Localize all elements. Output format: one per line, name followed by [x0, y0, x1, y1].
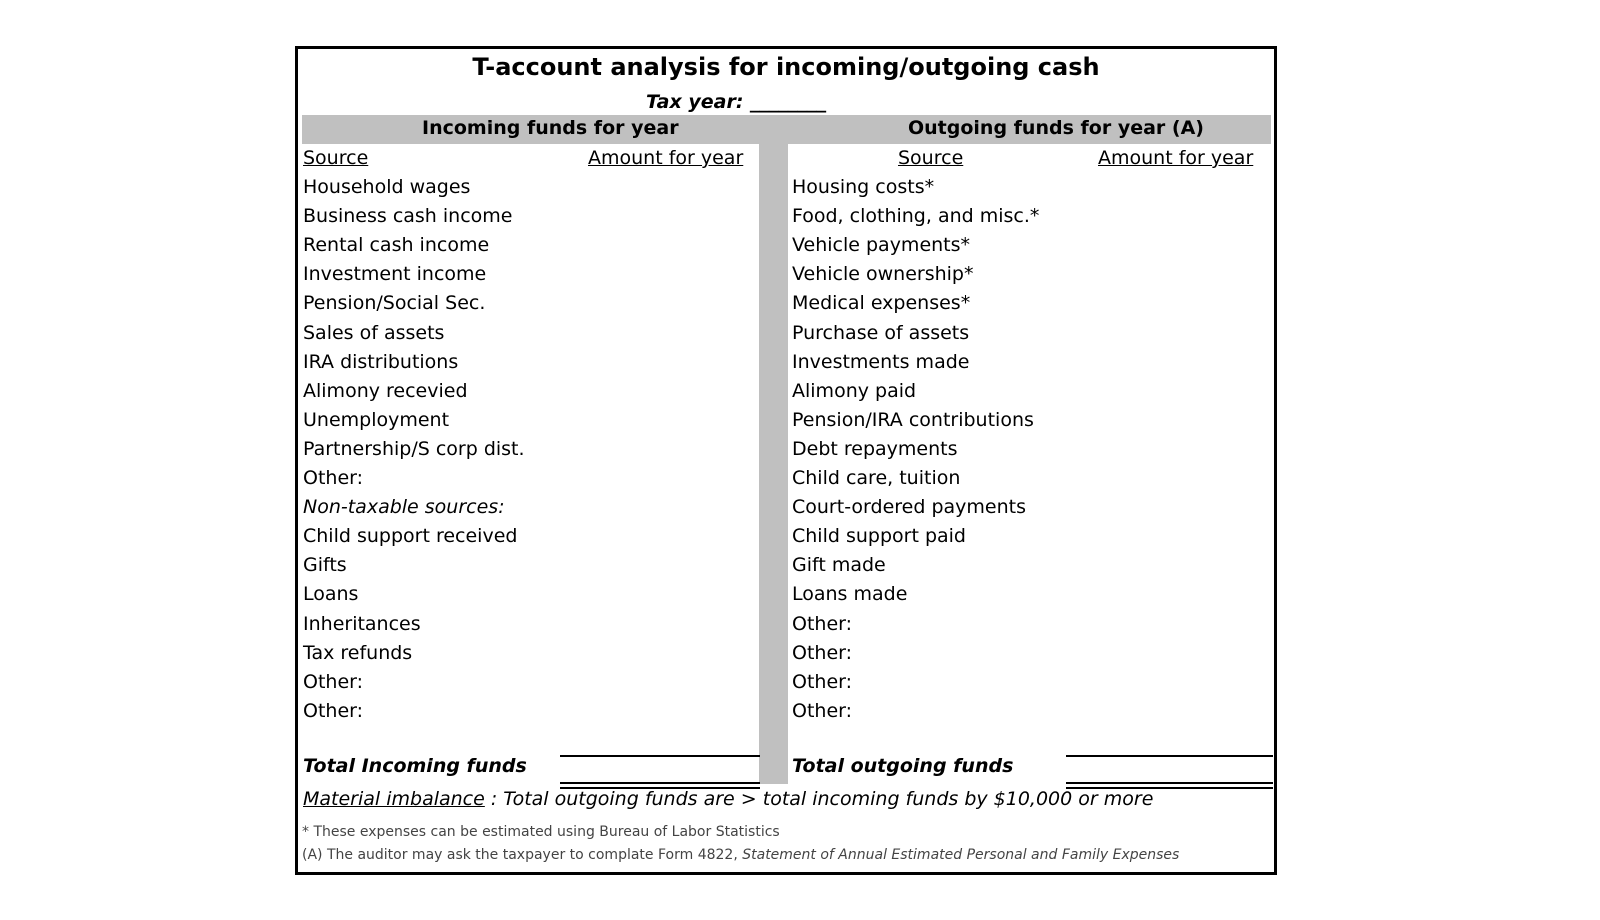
footnote-star: * These expenses can be estimated using Bureau of Labor Statistics: [302, 824, 780, 840]
outgoing-source-row: Other:: [792, 670, 853, 693]
outgoing-total-rule: [1066, 755, 1273, 757]
incoming-source-heading: Source: [303, 147, 369, 169]
imbalance-text: : Total outgoing funds are > total incoming funds by $10,000 or more: [484, 788, 1154, 810]
incoming-source-row: Sales of assets: [303, 321, 445, 344]
outgoing-header: Outgoing funds for year (A): [908, 117, 1204, 139]
t-account-form: [295, 46, 1277, 875]
outgoing-source-row: Vehicle ownership*: [792, 263, 974, 286]
incoming-source-row: Other:: [303, 467, 364, 489]
outgoing-source-row: Other:: [792, 641, 853, 664]
incoming-source-row: Tax refunds: [303, 641, 413, 664]
outgoing-source-heading: Source: [898, 147, 964, 169]
outgoing-source-row: Gift made: [792, 554, 886, 577]
footnote-a-text: (A) The auditor may ask the taxpayer to complate Form 4822,: [302, 847, 743, 863]
footnote-a-form-title: Statement of Annual Estimated Personal and Family Expenses: [742, 847, 1180, 863]
incoming-source-row: Investment income: [303, 263, 487, 286]
outgoing-source-row: Debt repayments: [792, 437, 958, 460]
incoming-source-row: Rental cash income: [303, 234, 490, 257]
incoming-source-row: Unemployment: [303, 408, 450, 431]
t-account-divider: [759, 144, 788, 784]
imbalance-term: Material imbalance: [303, 788, 485, 810]
incoming-source-row: Alimony recevied: [303, 379, 468, 402]
outgoing-source-row: Investments made: [792, 350, 970, 373]
tax-year-field: Tax year: ________: [645, 91, 827, 113]
outgoing-amount-heading: Amount for year: [1098, 147, 1254, 169]
outgoing-source-row: Food, clothing, and misc.*: [792, 205, 1040, 228]
outgoing-source-row: Pension/IRA contributions: [792, 408, 1034, 431]
incoming-source-row: Inheritances: [303, 612, 421, 635]
incoming-source-row: Loans: [303, 583, 359, 606]
outgoing-source-row: Loans made: [792, 583, 908, 606]
incoming-total-label: Total Incoming funds: [303, 755, 527, 777]
outgoing-source-row: Medical expenses*: [792, 292, 971, 315]
incoming-source-row: Partnership/S corp dist.: [303, 437, 525, 460]
header-band: [302, 115, 1271, 144]
outgoing-source-row: Child support paid: [792, 525, 966, 548]
incoming-source-row: Business cash income: [303, 205, 513, 228]
outgoing-source-row: Purchase of assets: [792, 321, 970, 344]
outgoing-source-row: Other:: [792, 612, 853, 635]
incoming-header: Incoming funds for year: [422, 117, 679, 139]
outgoing-source-row: Child care, tuition: [792, 467, 961, 489]
incoming-amount-heading: Amount for year: [588, 147, 744, 169]
outgoing-source-row: Court-ordered payments: [792, 496, 1026, 519]
incoming-source-row: Other:: [303, 699, 364, 722]
incoming-source-row: Other:: [303, 670, 364, 693]
outgoing-source-row: Housing costs*: [792, 176, 935, 198]
incoming-source-row: Non-taxable sources:: [303, 496, 505, 519]
footnote-a: [302, 847, 1179, 863]
outgoing-source-row: Vehicle payments*: [792, 234, 971, 257]
incoming-total-rule: [560, 755, 760, 757]
incoming-source-row: Gifts: [303, 554, 347, 577]
form-title: T-account analysis for incoming/outgoing cash: [472, 53, 1100, 81]
incoming-source-row: Household wages: [303, 176, 471, 198]
outgoing-source-row: Alimony paid: [792, 379, 917, 402]
outgoing-source-row: Other:: [792, 699, 853, 722]
material-imbalance-note: [303, 788, 1153, 810]
incoming-source-row: Child support received: [303, 525, 518, 548]
outgoing-total-label: Total outgoing funds: [792, 755, 1014, 777]
incoming-source-row: IRA distributions: [303, 350, 459, 373]
incoming-source-row: Pension/Social Sec.: [303, 292, 486, 315]
